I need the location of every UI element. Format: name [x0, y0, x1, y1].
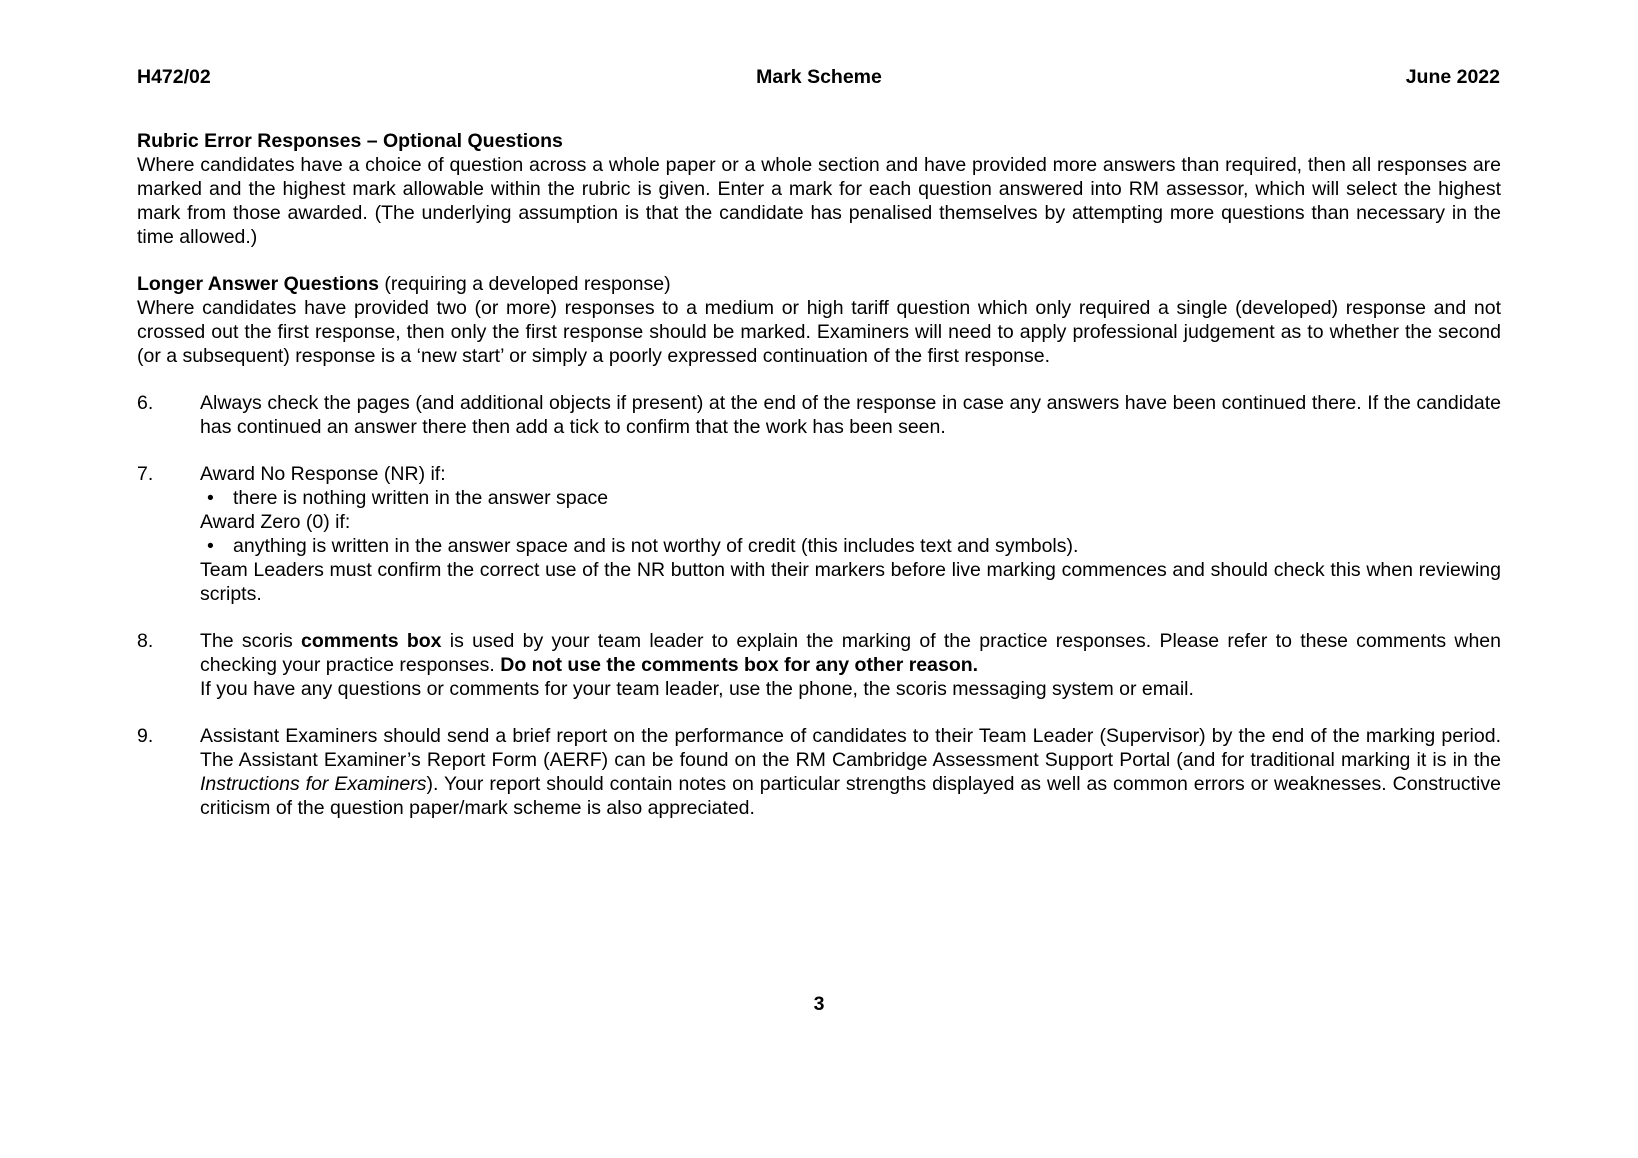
section-paragraph: Where candidates have a choice of question across a whole paper or a whole section and have provided more answers than required, then all responses are marked and the highest mark allowable within the rubric is given. Enter a mark for each question answered into RM assessor, which will select the highest mark from those awarded. (The underlying assumption is that the candidate has penalised themselves by attempting more questions than necessary in the time allowed.)	[137, 154, 1501, 248]
bullet-item	[200, 534, 1501, 558]
paragraph: The scoris comments box is used by your team leader to explain the marking of the practice responses. Please refer to these comments when checking your practice responses. Do not use the comments box for any other reason.	[200, 630, 1501, 676]
paragraph: Assistant Examiners should send a brief report on the performance of candidates to their Team Leader (Supervisor) by the end of the marking period. The Assistant Examiner’s Report Form (AERF) can be found on the RM Cambridge Assessment Support Portal (and for traditional marking it is in the Instructions for Examiners). Your report should contain notes on particular strengths displayed as well as common errors or weaknesses. Constructive criticism of the question paper/mark scheme is also appreciated.	[200, 725, 1501, 819]
header-session-date: June 2022	[1405, 66, 1500, 88]
page-number: 3	[813, 993, 825, 1015]
list-item-body	[200, 462, 1501, 606]
paragraph: Award Zero (0) if:	[200, 511, 351, 533]
list-item-number: 7.	[137, 463, 154, 485]
document-content	[137, 129, 1501, 843]
header-paper-code: H472/02	[137, 66, 211, 88]
list-item-body	[200, 629, 1501, 701]
document-footer	[0, 992, 1638, 1016]
list-item-number: 6.	[137, 392, 154, 414]
list-item-body	[200, 391, 1501, 439]
bullet-icon: •	[207, 535, 214, 557]
list-item-7	[137, 462, 1501, 606]
header-document-title: Mark Scheme	[756, 66, 882, 88]
list-item-body	[200, 724, 1501, 820]
paragraph: Team Leaders must confirm the correct use of the NR button with their markers before live marking commences and should check this when reviewing scripts.	[200, 559, 1501, 605]
paragraph: Award No Response (NR) if:	[200, 463, 446, 485]
bullet-icon: •	[207, 487, 214, 509]
document-header	[0, 65, 1638, 89]
section-longer-answer-questions	[137, 272, 1501, 368]
section-rubric-error-responses	[137, 129, 1501, 249]
bullet-text: anything is written in the answer space and is not worthy of credit (this includes text and symbols).	[233, 535, 1079, 557]
bullet-text: there is nothing written in the answer space	[233, 487, 609, 509]
bullet-item	[200, 486, 1501, 510]
list-item-9	[137, 724, 1501, 820]
paragraph: Always check the pages (and additional objects if present) at the end of the response in case any answers have been continued there. If the candidate has continued an answer there then add a tick to confirm that the work has been seen.	[200, 392, 1501, 438]
list-item-8	[137, 629, 1501, 701]
section-heading: Rubric Error Responses – Optional Questions	[137, 130, 563, 152]
list-item-number: 9.	[137, 725, 154, 747]
section-paragraph: Where candidates have provided two (or more) responses to a medium or high tariff question which only required a single (developed) response and not crossed out the first response, then only the first response should be marked. Examiners will need to apply professional judgement as to whether the second (or a subsequent) response is a ‘new start’ or simply a poorly expressed continuation of the first response.	[137, 297, 1501, 367]
list-item-6	[137, 391, 1501, 439]
paragraph: If you have any questions or comments for your team leader, use the phone, the scoris messaging system or email.	[200, 678, 1194, 700]
section-heading: Longer Answer Questions (requiring a developed response)	[137, 273, 671, 295]
list-item-number: 8.	[137, 630, 154, 652]
